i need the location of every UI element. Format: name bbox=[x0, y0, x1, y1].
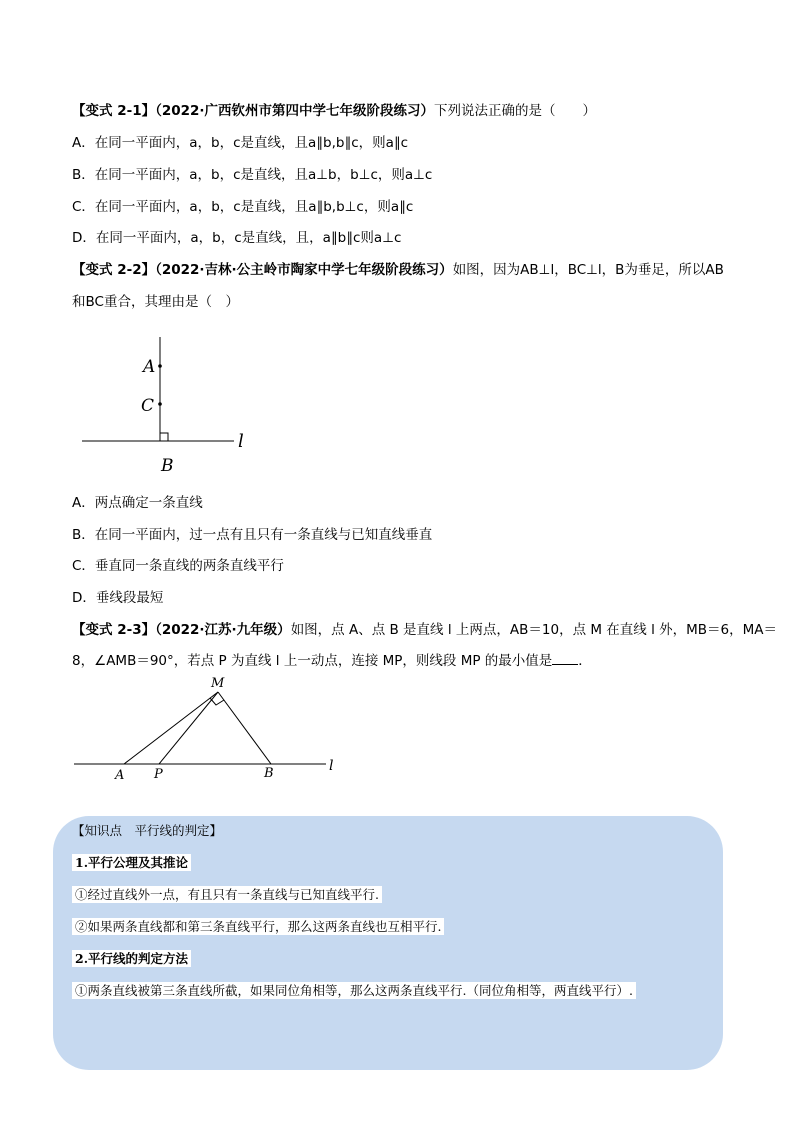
knowledge-point-1 bbox=[72, 886, 382, 904]
knowledge-title-text: 【知识点 平行线的判定】 bbox=[72, 823, 223, 838]
q1-source: （2022·广西钦州市第四中学七年级阶段练习） bbox=[155, 103, 435, 119]
q3-label-b: B bbox=[264, 766, 274, 781]
q2-option-c: C．垂直同一条直线的两条直线平行 bbox=[72, 558, 284, 574]
knowledge-point-3-text: ①两条直线被第三条直线所截，如果同位角相等，那么这两条直线平行.（同位角相等，两直线平行）. bbox=[72, 982, 636, 999]
q1-option-d: D．在同一平面内，a，b，c是直线，且，a∥b∥c则a⊥c bbox=[72, 230, 402, 246]
knowledge-heading-2-text: 2.平行线的判定方法 bbox=[72, 950, 191, 967]
q2-figure bbox=[70, 325, 270, 480]
q3-label-l: l bbox=[329, 758, 334, 774]
q3-segment-mp bbox=[159, 692, 218, 764]
q1-tag: 【变式 2-1】 bbox=[72, 103, 156, 119]
q3-label-a: A bbox=[115, 768, 125, 783]
q2-label-l: l bbox=[238, 431, 244, 452]
q3-label-m: M bbox=[211, 676, 225, 691]
q2-text-line2: 和BC重合，其理由是（ ） bbox=[72, 294, 239, 310]
q3-tag: 【变式 2-3】 bbox=[72, 622, 156, 638]
q2-label-c: C bbox=[141, 396, 155, 416]
q2-point-a bbox=[158, 364, 162, 368]
q3-segment-ma bbox=[124, 692, 218, 764]
q3-answer-blank[interactable] bbox=[552, 652, 578, 665]
q3-segment-mb bbox=[218, 692, 271, 764]
q2-label-a: A bbox=[143, 357, 156, 377]
q3-figure bbox=[70, 672, 350, 787]
q2-right-angle-mark bbox=[160, 433, 168, 441]
knowledge-point-2-text: ②如果两条直线都和第三条直线平行，那么这两条直线也互相平行. bbox=[72, 918, 444, 935]
q3-stem-line2 bbox=[72, 652, 592, 670]
q2-stem bbox=[72, 261, 724, 279]
q3-text-end: ． bbox=[578, 653, 592, 669]
q3-stem bbox=[72, 621, 777, 639]
knowledge-point-3 bbox=[72, 982, 636, 1000]
q2-point-c bbox=[158, 402, 162, 406]
q3-text-line1: 如图，点 A、点 B 是直线 l 上两点，AB＝10，点 M 在直线 l 外，MB＝6，MA＝ bbox=[290, 622, 778, 638]
q2-option-b: B．在同一平面内，过一点有且只有一条直线与已知直线垂直 bbox=[72, 527, 433, 543]
q2-option-d: D．垂线段最短 bbox=[72, 590, 164, 606]
q2-source: （2022·吉林·公主岭市陶家中学七年级阶段练习） bbox=[155, 262, 453, 278]
q3-text-line2: 8，∠AMB＝90°，若点 P 为直线 l 上一动点，连接 MP，则线段 MP 的最小值是 bbox=[72, 653, 553, 669]
knowledge-heading-1-text: 1.平行公理及其推论 bbox=[72, 854, 191, 871]
knowledge-point-1-text: ①经过直线外一点，有且只有一条直线与已知直线平行. bbox=[72, 886, 382, 903]
q1-option-a: A．在同一平面内，a，b，c是直线，且a∥b,b∥c，则a∥c bbox=[72, 135, 409, 151]
q3-label-p: P bbox=[154, 767, 163, 782]
q1-option-c: C．在同一平面内，a，b，c是直线，且a∥b,b⊥c，则a∥c bbox=[72, 199, 414, 215]
knowledge-heading-2 bbox=[72, 950, 191, 968]
q1-stem bbox=[72, 102, 596, 120]
q2-option-a: A．两点确定一条直线 bbox=[72, 495, 203, 511]
q1-text: 下列说法正确的是（ ） bbox=[434, 103, 597, 119]
q2-tag: 【变式 2-2】 bbox=[72, 262, 156, 278]
q2-label-b: B bbox=[161, 456, 174, 476]
knowledge-title bbox=[72, 822, 222, 840]
q1-option-b: B．在同一平面内，a，b，c是直线，且a⊥b，b⊥c，则a⊥c bbox=[72, 167, 433, 183]
q3-source: （2022·江苏·九年级） bbox=[155, 622, 291, 638]
q2-text-line1: 如图，因为AB⊥l，BC⊥l，B为垂足，所以AB bbox=[452, 262, 724, 278]
knowledge-point-2 bbox=[72, 918, 444, 936]
knowledge-heading-1 bbox=[72, 854, 191, 872]
